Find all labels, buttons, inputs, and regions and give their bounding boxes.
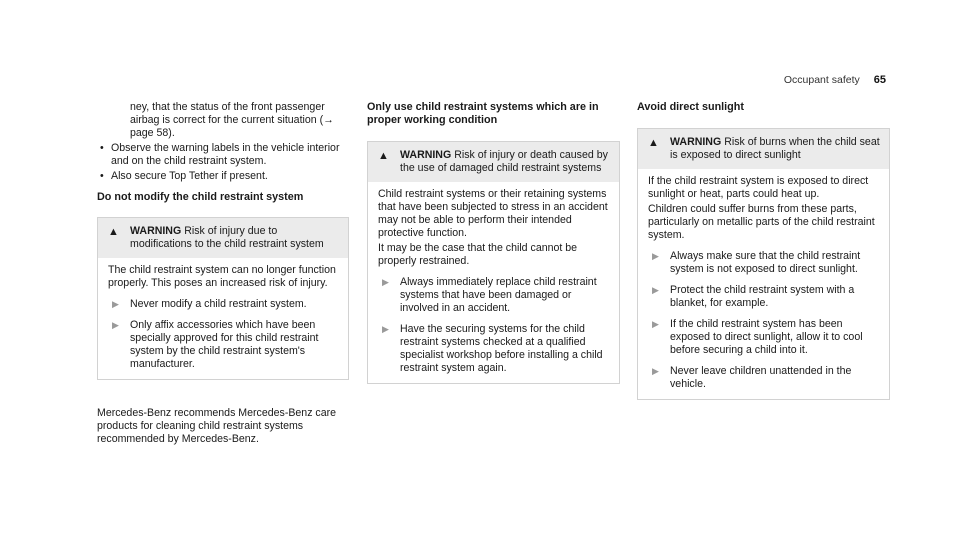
bullet-dot: •	[100, 170, 104, 182]
bullet-text: Also secure Top Tether if present.	[111, 170, 268, 182]
footer-text: Mercedes-Benz recommends Mercedes-Benz care products for cleaning child restraint systems recommended by Mercedes-Benz.	[97, 407, 337, 445]
page-header	[784, 74, 886, 87]
warning-triangle-icon: ▲	[648, 137, 659, 149]
warning-text: If the child restraint system is exposed to direct sunlight or heat, parts could heat up.	[648, 175, 869, 200]
step-item	[648, 250, 879, 276]
section-heading: Only use child restraint systems which are in proper working condition	[367, 101, 599, 126]
bullet-dot: •	[100, 142, 104, 154]
step-text: Never leave children unattended in the vehicle.	[670, 365, 852, 390]
bullet-text: Observe the warning labels in the vehicle interior and on the child restraint system.	[111, 142, 340, 167]
warning-text: Child restraint systems or their retaining systems that have been subjected to stress in an accident may not be able to perform their intended protective function.	[378, 188, 608, 239]
warning-label: WARNING	[670, 136, 722, 148]
step-text: Protect the child restraint system with a blanket, for example.	[670, 284, 855, 309]
column-2	[367, 101, 620, 384]
section-heading: Do not modify the child restraint system	[97, 191, 304, 203]
step-arrow-icon: ▶	[652, 319, 659, 329]
warning-label: WARNING	[400, 149, 452, 161]
step-arrow-icon: ▶	[112, 299, 119, 309]
step-text: Always make sure that the child restraint system is not exposed to direct sunlight.	[670, 250, 861, 275]
step-arrow-icon: ▶	[652, 285, 659, 295]
warning-body	[368, 182, 619, 383]
step-text: Only affix accessories which have been specially approved for this child restraint system by the child restraint system's manufacturer.	[130, 319, 319, 370]
step-item	[648, 318, 879, 357]
step-item	[378, 276, 609, 315]
continued-text: ney, that the status of the front passenger airbag is correct for the current situation (→ page 58).	[130, 101, 334, 139]
section-title: Occupant safety	[783, 74, 860, 86]
step-text: Always immediately replace child restraint systems that have been damaged or involved in an accident.	[400, 276, 597, 314]
step-item	[648, 365, 879, 391]
step-text: Never modify a child restraint system.	[130, 298, 307, 310]
warning-box	[97, 217, 349, 380]
step-arrow-icon: ▶	[652, 251, 659, 261]
step-item	[378, 323, 609, 375]
step-text: If the child restraint system has been exposed to direct sunlight, allow it to cool before securing a child into it.	[670, 318, 863, 356]
step-arrow-icon: ▶	[382, 324, 389, 334]
warning-label: WARNING	[130, 225, 182, 237]
warning-body	[638, 169, 889, 399]
bullet-item	[97, 142, 349, 168]
step-item	[648, 284, 879, 310]
warning-title: Risk of injury due to modifications to the child restraint system	[130, 225, 324, 250]
bullet-item	[97, 170, 349, 183]
warning-text: Children could suffer burns from these parts, particularly on metallic parts of the child restraint system.	[648, 203, 875, 241]
step-arrow-icon: ▶	[112, 320, 119, 330]
step-item	[108, 319, 338, 371]
warning-header	[638, 129, 889, 169]
warning-box	[367, 141, 620, 384]
section-heading: Avoid direct sunlight	[637, 101, 744, 113]
step-arrow-icon: ▶	[382, 277, 389, 287]
step-text: Have the securing systems for the child restraint systems checked at a qualified specialist workshop before installing a child restraint system again.	[400, 323, 603, 374]
warning-triangle-icon: ▲	[378, 150, 389, 162]
warning-text: It may be the case that the child cannot be properly restrained.	[378, 242, 578, 267]
warning-title: Risk of injury or death caused by the use of damaged child restraint systems	[400, 149, 608, 174]
warning-header	[98, 218, 348, 258]
warning-box	[637, 128, 890, 400]
step-arrow-icon: ▶	[652, 366, 659, 376]
warning-text: The child restraint system can no longer function properly. This poses an increased risk of injury.	[108, 264, 336, 289]
page-number: 65	[873, 74, 886, 86]
warning-header	[368, 142, 619, 182]
warning-body	[98, 258, 348, 379]
step-item	[108, 298, 338, 311]
warning-triangle-icon: ▲	[108, 226, 119, 238]
column-3	[637, 101, 890, 400]
column-1	[97, 101, 349, 446]
warning-title: Risk of burns when the child seat is exposed to direct sunlight	[670, 136, 880, 161]
